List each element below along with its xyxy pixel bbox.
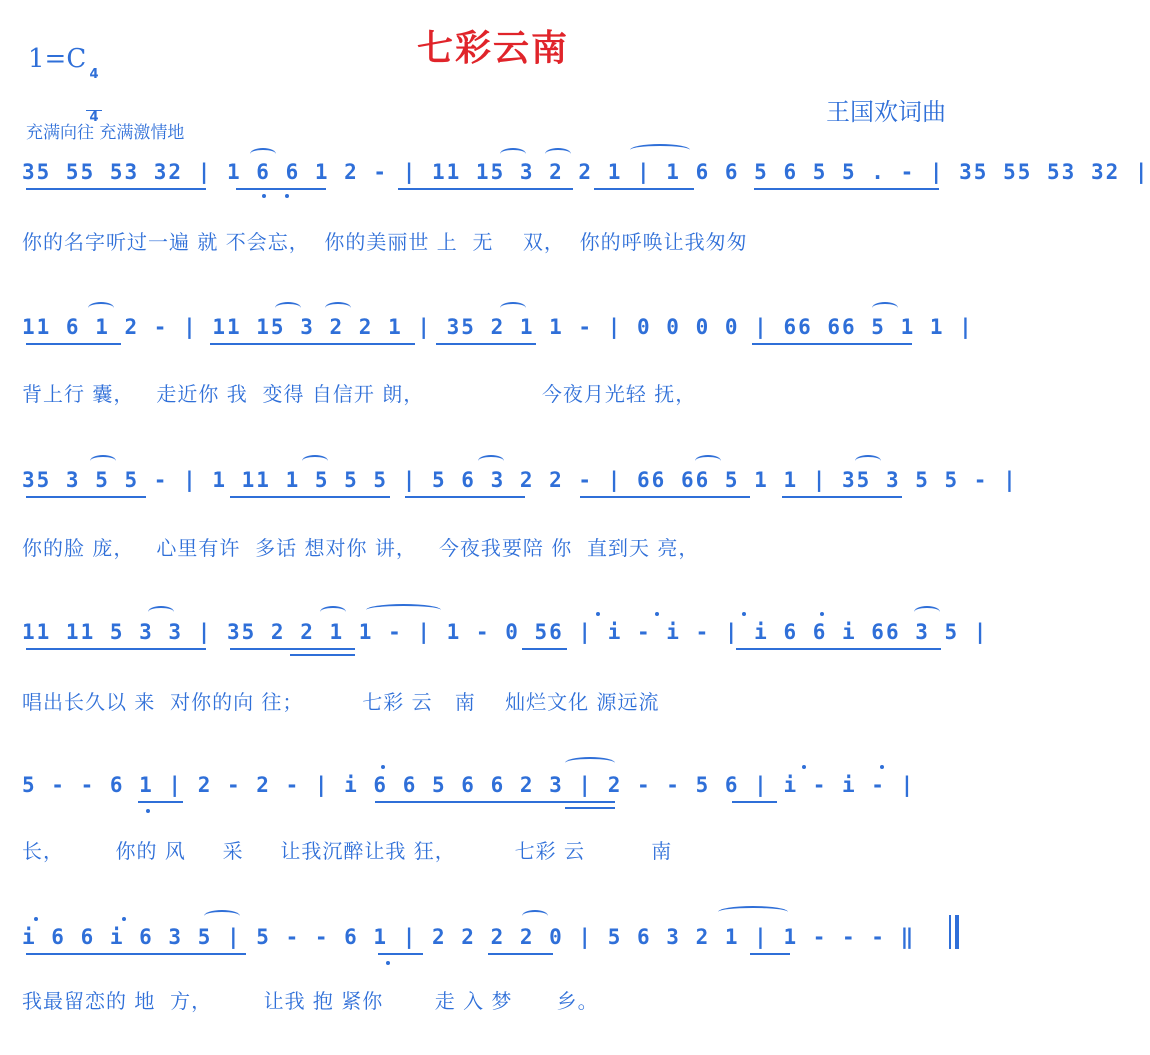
high-octave-dot bbox=[802, 765, 806, 769]
tie-mark bbox=[325, 302, 351, 314]
eighth-note-beam bbox=[754, 188, 939, 190]
octave-dot bbox=[285, 194, 289, 198]
lyrics-line-1: 你的名字听过一遍 就 不会忘， 你的美丽世 上 无 双， 你的呼唤让我匆匆 bbox=[22, 230, 748, 254]
tie-mark bbox=[565, 757, 615, 769]
sixteenth-note-beam bbox=[565, 807, 615, 809]
eighth-note-beam bbox=[750, 953, 790, 955]
high-octave-dot bbox=[880, 765, 884, 769]
lyrics-line-6: 我最留恋的 地 方， 让我 抱 紧你 走 入 梦 乡。 bbox=[22, 989, 599, 1013]
tie-mark bbox=[500, 302, 526, 314]
tie-mark bbox=[872, 302, 898, 314]
notation-line-1: 35 55 53 32 | 1 6 6 1 2 - | 11 15 3 2 2 1 | 1 6 6 5 6 5 5 . - | 35 55 53 32 | bbox=[22, 160, 1150, 184]
high-octave-dot bbox=[34, 917, 38, 921]
time-signature-bottom: 4 bbox=[86, 110, 102, 125]
high-octave-dot bbox=[820, 612, 824, 616]
eighth-note-beam bbox=[378, 953, 423, 955]
octave-dot bbox=[146, 809, 150, 813]
tie-mark bbox=[366, 604, 441, 616]
eighth-note-beam bbox=[230, 648, 355, 650]
eighth-note-beam bbox=[488, 953, 553, 955]
tie-mark bbox=[695, 455, 721, 467]
eighth-note-beam bbox=[398, 188, 573, 190]
lyrics-line-4: 唱出长久以 来 对你的向 往； 七彩 云 南 灿烂文化 源远流 bbox=[22, 690, 660, 714]
eighth-note-beam bbox=[594, 188, 694, 190]
tie-mark bbox=[914, 606, 940, 618]
tie-mark bbox=[500, 148, 526, 160]
notation-line-5: 5 - - 6 1 | 2 - 2 - | i 6 6 5 6 6 2 3 | 2 - - 5 6 | i - i - | bbox=[22, 773, 916, 797]
eighth-note-beam bbox=[580, 496, 750, 498]
high-octave-dot bbox=[742, 612, 746, 616]
tie-mark bbox=[478, 455, 504, 467]
eighth-note-beam bbox=[210, 343, 415, 345]
tie-mark bbox=[545, 148, 571, 160]
octave-dot bbox=[386, 961, 390, 965]
eighth-note-beam bbox=[230, 496, 390, 498]
high-octave-dot bbox=[381, 765, 385, 769]
key-signature: 1=C bbox=[28, 44, 87, 74]
tie-mark bbox=[275, 302, 301, 314]
notation-line-6: i 6 6 i 6 3 5 | 5 - - 6 1 | 2 2 2 2 0 | 5 6 3 2 1 | 1 - - - ‖ bbox=[22, 925, 916, 949]
eighth-note-beam bbox=[26, 953, 246, 955]
eighth-note-beam bbox=[26, 648, 206, 650]
notation-line-2: 11 6 1 2 - | 11 15 3 2 2 1 | 35 2 1 1 - | 0 0 0 0 | 66 66 5 1 1 | bbox=[22, 315, 974, 339]
final-barline-thick bbox=[955, 915, 959, 949]
tie-mark bbox=[302, 455, 328, 467]
tie-mark bbox=[88, 302, 114, 314]
eighth-note-beam bbox=[236, 188, 326, 190]
tie-mark bbox=[148, 606, 174, 618]
eighth-note-beam bbox=[732, 801, 777, 803]
song-title: 七彩云南 bbox=[416, 27, 569, 69]
high-octave-dot bbox=[655, 612, 659, 616]
eighth-note-beam bbox=[405, 496, 525, 498]
eighth-note-beam bbox=[752, 343, 912, 345]
lyrics-line-5: 长， 你的 风 采 让我沉醉让我 狂， 七彩 云 南 bbox=[22, 839, 673, 863]
composer-credit: 王国欢词曲 bbox=[826, 98, 946, 126]
eighth-note-beam bbox=[26, 343, 121, 345]
time-signature-top: 4 bbox=[89, 67, 99, 82]
notation-line-4: 11 11 5 3 3 | 35 2 2 1 1 - | 1 - 0 56 | i - i - | i 6 6 i 66 3 5 | bbox=[22, 620, 989, 644]
sixteenth-note-beam bbox=[290, 654, 355, 656]
tie-mark bbox=[522, 910, 548, 922]
eighth-note-beam bbox=[782, 496, 902, 498]
high-octave-dot bbox=[596, 612, 600, 616]
lyrics-line-2: 背上行 囊， 走近你 我 变得 自信开 朗， 今夜月光轻 抚， bbox=[22, 382, 697, 406]
eighth-note-beam bbox=[375, 801, 615, 803]
eighth-note-beam bbox=[736, 648, 941, 650]
notation-line-3: 35 3 5 5 - | 1 11 1 5 5 5 | 5 6 3 2 2 - | 66 66 5 1 1 | 35 3 5 5 - | bbox=[22, 468, 1018, 492]
tie-mark bbox=[718, 906, 788, 918]
octave-dot bbox=[262, 194, 266, 198]
tie-mark bbox=[855, 455, 881, 467]
tie-mark bbox=[250, 148, 276, 160]
tie-mark bbox=[320, 606, 346, 618]
eighth-note-beam bbox=[436, 343, 536, 345]
high-octave-dot bbox=[122, 917, 126, 921]
tie-mark bbox=[204, 910, 240, 922]
tie-mark bbox=[90, 455, 116, 467]
eighth-note-beam bbox=[138, 801, 183, 803]
tie-mark bbox=[630, 144, 690, 156]
tempo-expression: 充满向往 充满激情地 bbox=[26, 123, 185, 143]
final-barline bbox=[949, 915, 951, 949]
lyrics-line-3: 你的脸 庞， 心里有许 多话 想对你 讲， 今夜我要陪 你 直到天 亮， bbox=[22, 536, 700, 560]
eighth-note-beam bbox=[26, 496, 146, 498]
eighth-note-beam bbox=[522, 648, 567, 650]
eighth-note-beam bbox=[26, 188, 206, 190]
